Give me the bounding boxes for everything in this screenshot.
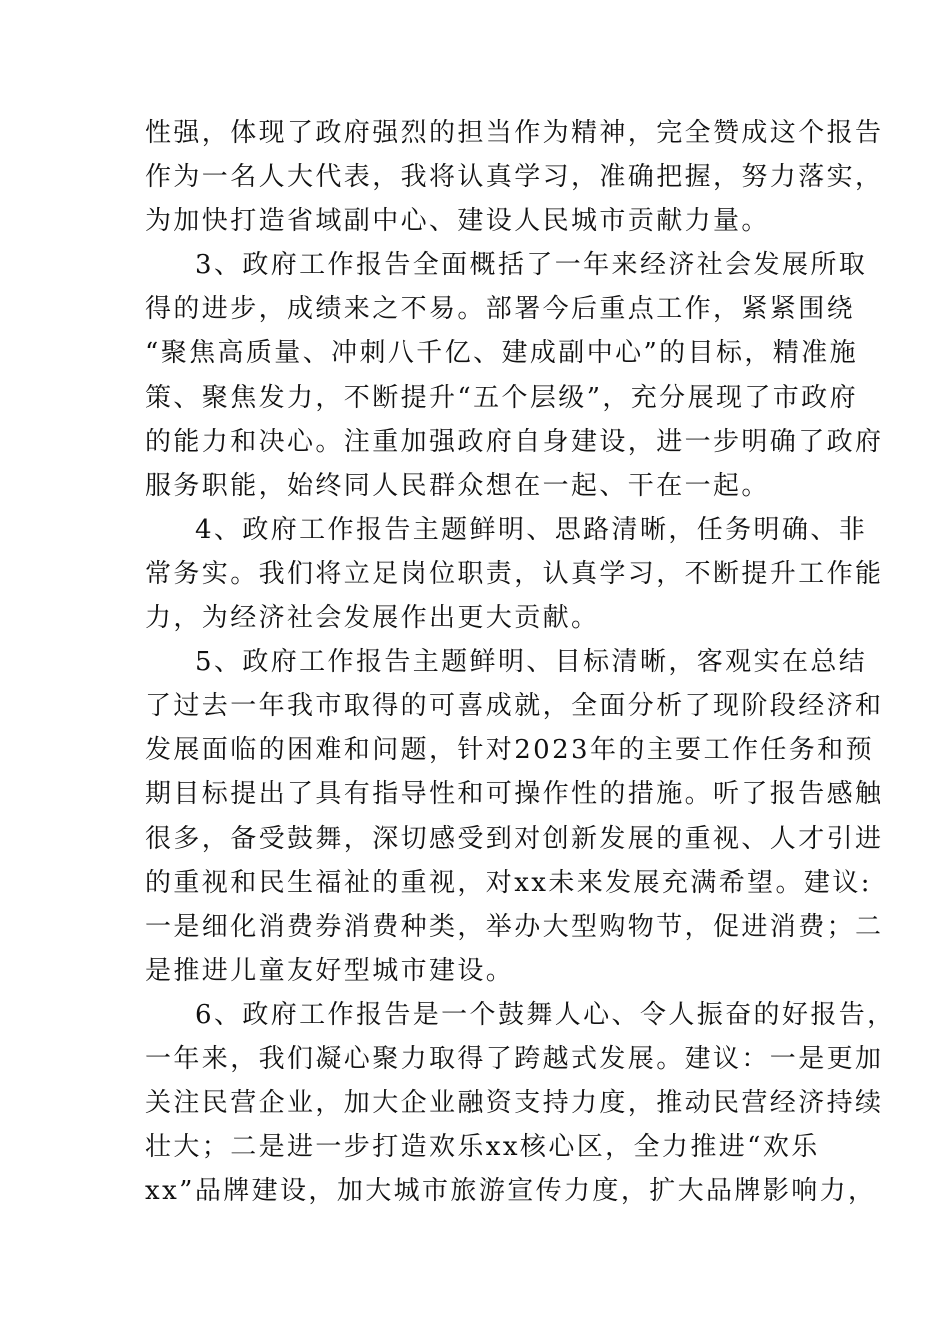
text-line: 6、政府工作报告是一个鼓舞人心、令人振奋的好报告， (195, 999, 896, 1030)
paragraph (145, 508, 884, 640)
text-line: 很多，备受鼓舞，深切感受到对创新发展的重视、人才引进 (145, 823, 884, 854)
text-line: 为加快打造省域副中心、建设人民城市贡献力量。 (145, 206, 770, 237)
text-line: 得的进步，成绩来之不易。部署今后重点工作，紧紧围绕 (145, 294, 856, 325)
text-line: 性强，体现了政府强烈的担当作为精神，完全赞成这个报告 (145, 118, 884, 148)
text-line: 策、聚焦发力，不断提升“五个层级”，充分展现了市政府 (145, 382, 858, 413)
text-line: 了过去一年我市取得的可喜成就，全面分析了现阶段经济和 (145, 691, 884, 722)
text-line: 常务实。我们将立足岗位职责，认真学习，不断提升工作能 (145, 558, 884, 589)
paragraph (145, 111, 884, 243)
text-line: 一是细化消费券消费种类，举办大型购物节，促进消费；二 (145, 911, 884, 942)
paragraph (145, 993, 896, 1213)
text-line: 期目标提出了具有指导性和可操作性的措施。听了报告感触 (145, 779, 884, 810)
text-line: 3、政府工作报告全面概括了一年来经济社会发展所取 (195, 250, 868, 281)
paragraph (145, 243, 884, 508)
text-line: 力，为经济社会发展作出更大贡献。 (145, 603, 600, 634)
text-line: 一年来，我们凝心聚力取得了跨越式发展。建议：一是更加 (145, 1043, 884, 1074)
text-line: 作为一名人大代表，我将认真学习，准确把握，努力落实， (145, 162, 884, 193)
text-line: 是推进儿童友好型城市建设。 (145, 955, 515, 986)
text-line: 5、政府工作报告主题鲜明、目标清晰，客观实在总结 (195, 647, 868, 678)
text-line: 4、政府工作报告主题鲜明、思路清晰，任务明确、非 (195, 514, 868, 545)
text-line: 关注民营企业，加大企业融资支持力度，推动民营经济持续 (145, 1088, 884, 1119)
text-line: 的重视和民生福祉的重视，对xx未来发展充满希望。建议: (145, 867, 872, 898)
text-line: xx”品牌建设，加大城市旅游宣传力度，扩大品牌影响力， (145, 1176, 877, 1207)
text-line: 发展面临的困难和问题，针对2023年的主要工作任务和预 (145, 735, 874, 766)
text-line: “聚焦高质量、冲刺八千亿、建成副中心”的目标，精准施 (145, 338, 858, 369)
text-line: 服务职能，始终同人民群众想在一起、干在一起。 (145, 470, 770, 501)
paragraph (145, 640, 884, 993)
document-body (145, 111, 896, 1213)
text-line: 的能力和决心。注重加强政府自身建设，进一步明确了政府 (145, 426, 884, 457)
text-line: 壮大；二是进一步打造欢乐xx核心区，全力推进“欢乐 (145, 1132, 820, 1163)
